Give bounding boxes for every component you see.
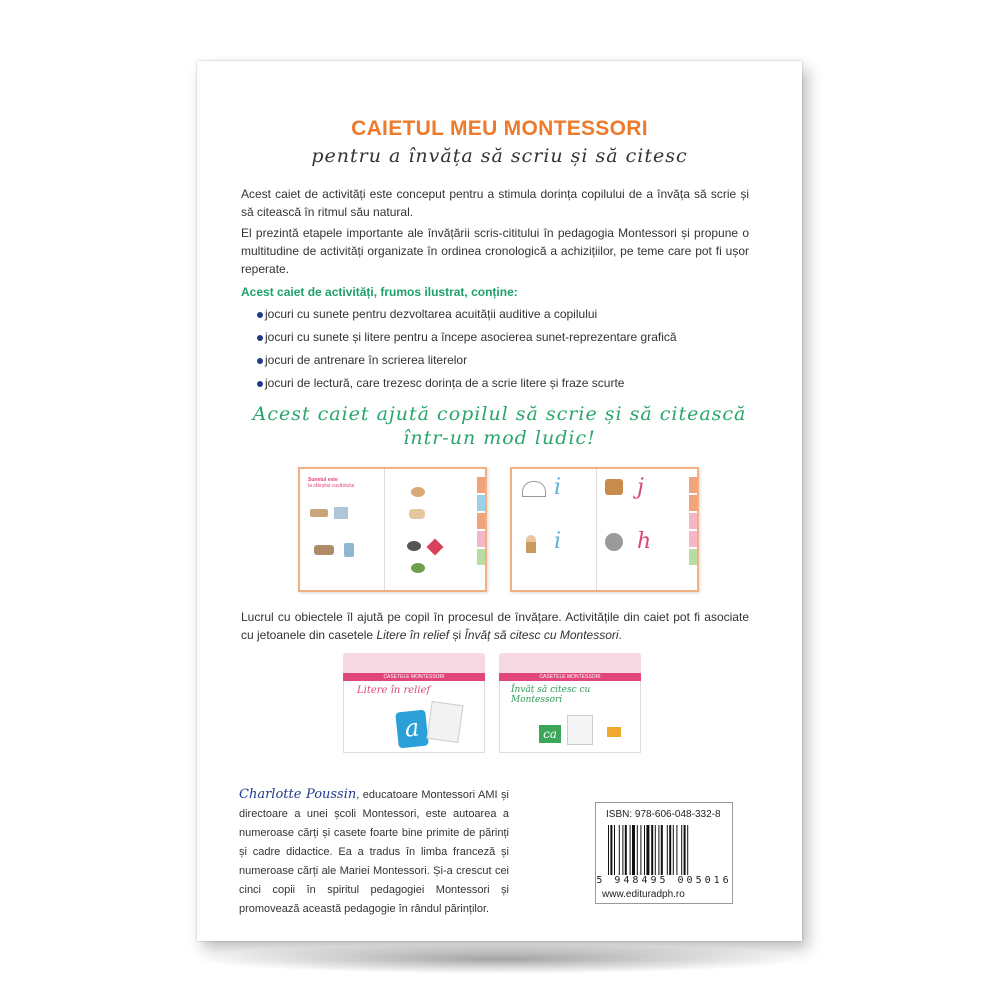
barcode-bar	[687, 825, 688, 875]
letter-sample: h	[637, 529, 652, 554]
ant-illustration	[407, 541, 421, 551]
list-item: jocuri de antrenare în scrierea literelor	[257, 353, 737, 376]
hat-illustration	[409, 509, 425, 519]
contents-lead: Acest caiet de activități, frumos ilustrat, conține:	[241, 285, 518, 299]
ice-cream-illustration	[526, 535, 536, 553]
barcode-bar	[622, 825, 623, 875]
barcode-bar	[651, 825, 653, 875]
isbn-block	[595, 802, 733, 904]
barcode-bar	[676, 825, 677, 875]
barcode-bar	[646, 825, 649, 875]
house-illustration	[314, 545, 334, 555]
slogan-line-2: într-un mod ludic!	[403, 427, 596, 449]
barcode-digits: 5 948495 005016	[596, 875, 732, 886]
spread-right-page	[597, 469, 681, 590]
box-title-ref-2: Învăț să citesc cu Montessori	[464, 628, 619, 642]
bread-illustration	[310, 509, 328, 517]
spread-right-page	[385, 469, 469, 590]
barcode-bar	[655, 825, 656, 875]
letter-sample: i	[554, 475, 562, 500]
barcode-bar	[614, 825, 615, 875]
box-title-ref-1: Litere în relief	[376, 628, 450, 642]
publisher-website: www.edituradph.ro	[602, 889, 685, 900]
sample-spread-letters	[510, 467, 699, 592]
picture-card	[567, 715, 593, 745]
spread-heading-1: Sunetul este	[308, 477, 338, 483]
sample-spread-sounds	[298, 467, 487, 592]
spread-heading-2: la sfârșitul cuvântului	[308, 483, 355, 489]
spread-left-page	[512, 469, 597, 590]
middle-paragraph: Lucrul cu obiectele îl ajută pe copil în procesul de învățare. Activitățile din caiet pot fi asociate cu jetoanele din casetele Litere în relief și Învăț să citesc cu Montessori.	[241, 610, 749, 642]
barcode-bar	[632, 825, 635, 875]
spread-left-page	[300, 469, 385, 590]
picture-card	[427, 701, 464, 743]
toys-illustration	[605, 479, 623, 495]
product-box-learn-to-read	[499, 653, 641, 753]
barcode	[608, 825, 718, 875]
letter-card: a	[395, 710, 429, 749]
barcode-bar	[673, 825, 674, 875]
barcode-bar	[667, 825, 668, 875]
intro-paragraph-2: El prezintă etapele importante ale învățării scris-cititului în pedagogia Montessori și propune o multitudine de activități organizate în ordinea cronologică a achizițiilor, pe teme care pot fi ușor reperate.	[241, 226, 749, 276]
intro-paragraph-1: Acest caiet de activități este conceput pentru a stimula dorința copilului de a învăța să scrie și să citească în ritmul său natural.	[241, 187, 749, 219]
barcode-bar	[610, 825, 612, 875]
letter-sample: i	[554, 529, 562, 554]
barcode-bar	[658, 825, 659, 875]
koala-illustration	[605, 533, 623, 551]
barcode-bar	[669, 825, 671, 875]
letter-sample: j	[637, 475, 644, 500]
book-back-cover	[197, 61, 802, 941]
barcode-bar	[640, 825, 641, 875]
bread-roll-illustration	[411, 487, 425, 497]
letter-card: ca	[539, 725, 561, 743]
barcode-bar	[608, 825, 609, 875]
author-bio: Charlotte Poussin, educatoare Montessori AMI și directoare a unei școli Montessori, este autoarea a numeroase cărți și casete foarte bine primite de părinți și cadre didactice. Ea a tradus în limba franceză și numeroase cărți ale Mariei Montessori. Și-a crescut cei cinci copii în spiritul pedagogiei Montessori și promovează această pedagogie în rândul părinților.	[239, 787, 509, 915]
barcode-bar	[644, 825, 645, 875]
isbn-number: ISBN: 978-606-048-332-8	[606, 809, 721, 820]
igloo-illustration	[522, 481, 546, 497]
box-band: CASETELE MONTESSORI	[499, 673, 641, 681]
barcode-bar	[630, 825, 631, 875]
product-box-relief-letters	[343, 653, 485, 753]
plant-illustration	[411, 563, 425, 573]
table-illustration	[334, 507, 348, 519]
barcode-bar	[681, 825, 682, 875]
barcode-bar	[661, 825, 663, 875]
bottle-illustration	[344, 543, 354, 557]
author-name: Charlotte Poussin	[239, 787, 357, 802]
barcode-bar	[684, 825, 686, 875]
box-band: CASETELE MONTESSORI	[343, 673, 485, 681]
book-title: CAIETUL MEU MONTESSORI	[351, 117, 648, 140]
cover-shadow	[196, 944, 804, 974]
box-title: Litere în relief	[357, 685, 431, 696]
slogan	[197, 402, 802, 450]
barcode-bar	[625, 825, 627, 875]
box-sticker	[607, 727, 621, 737]
page-tabs	[689, 477, 697, 567]
slogan-line-1: Acest caiet ajută copilul să scrie și să citească	[252, 403, 747, 425]
contents-list	[257, 307, 737, 399]
page-tabs	[477, 477, 485, 567]
heart-illustration	[427, 539, 444, 556]
list-item: jocuri cu sunete și litere pentru a începe asocierea sunet-reprezentare grafică	[257, 330, 737, 353]
list-item: jocuri cu sunete pentru dezvoltarea acuității auditive a copilului	[257, 307, 737, 330]
book-subtitle: pentru a învăța să scriu și să citesc	[311, 145, 688, 167]
box-title: Învăț să citesc cu Montessori	[511, 685, 591, 705]
barcode-bar	[637, 825, 638, 875]
barcode-bar	[619, 825, 620, 875]
list-item: jocuri de lectură, care trezesc dorința de a scrie litere și fraze scurte	[257, 376, 737, 399]
